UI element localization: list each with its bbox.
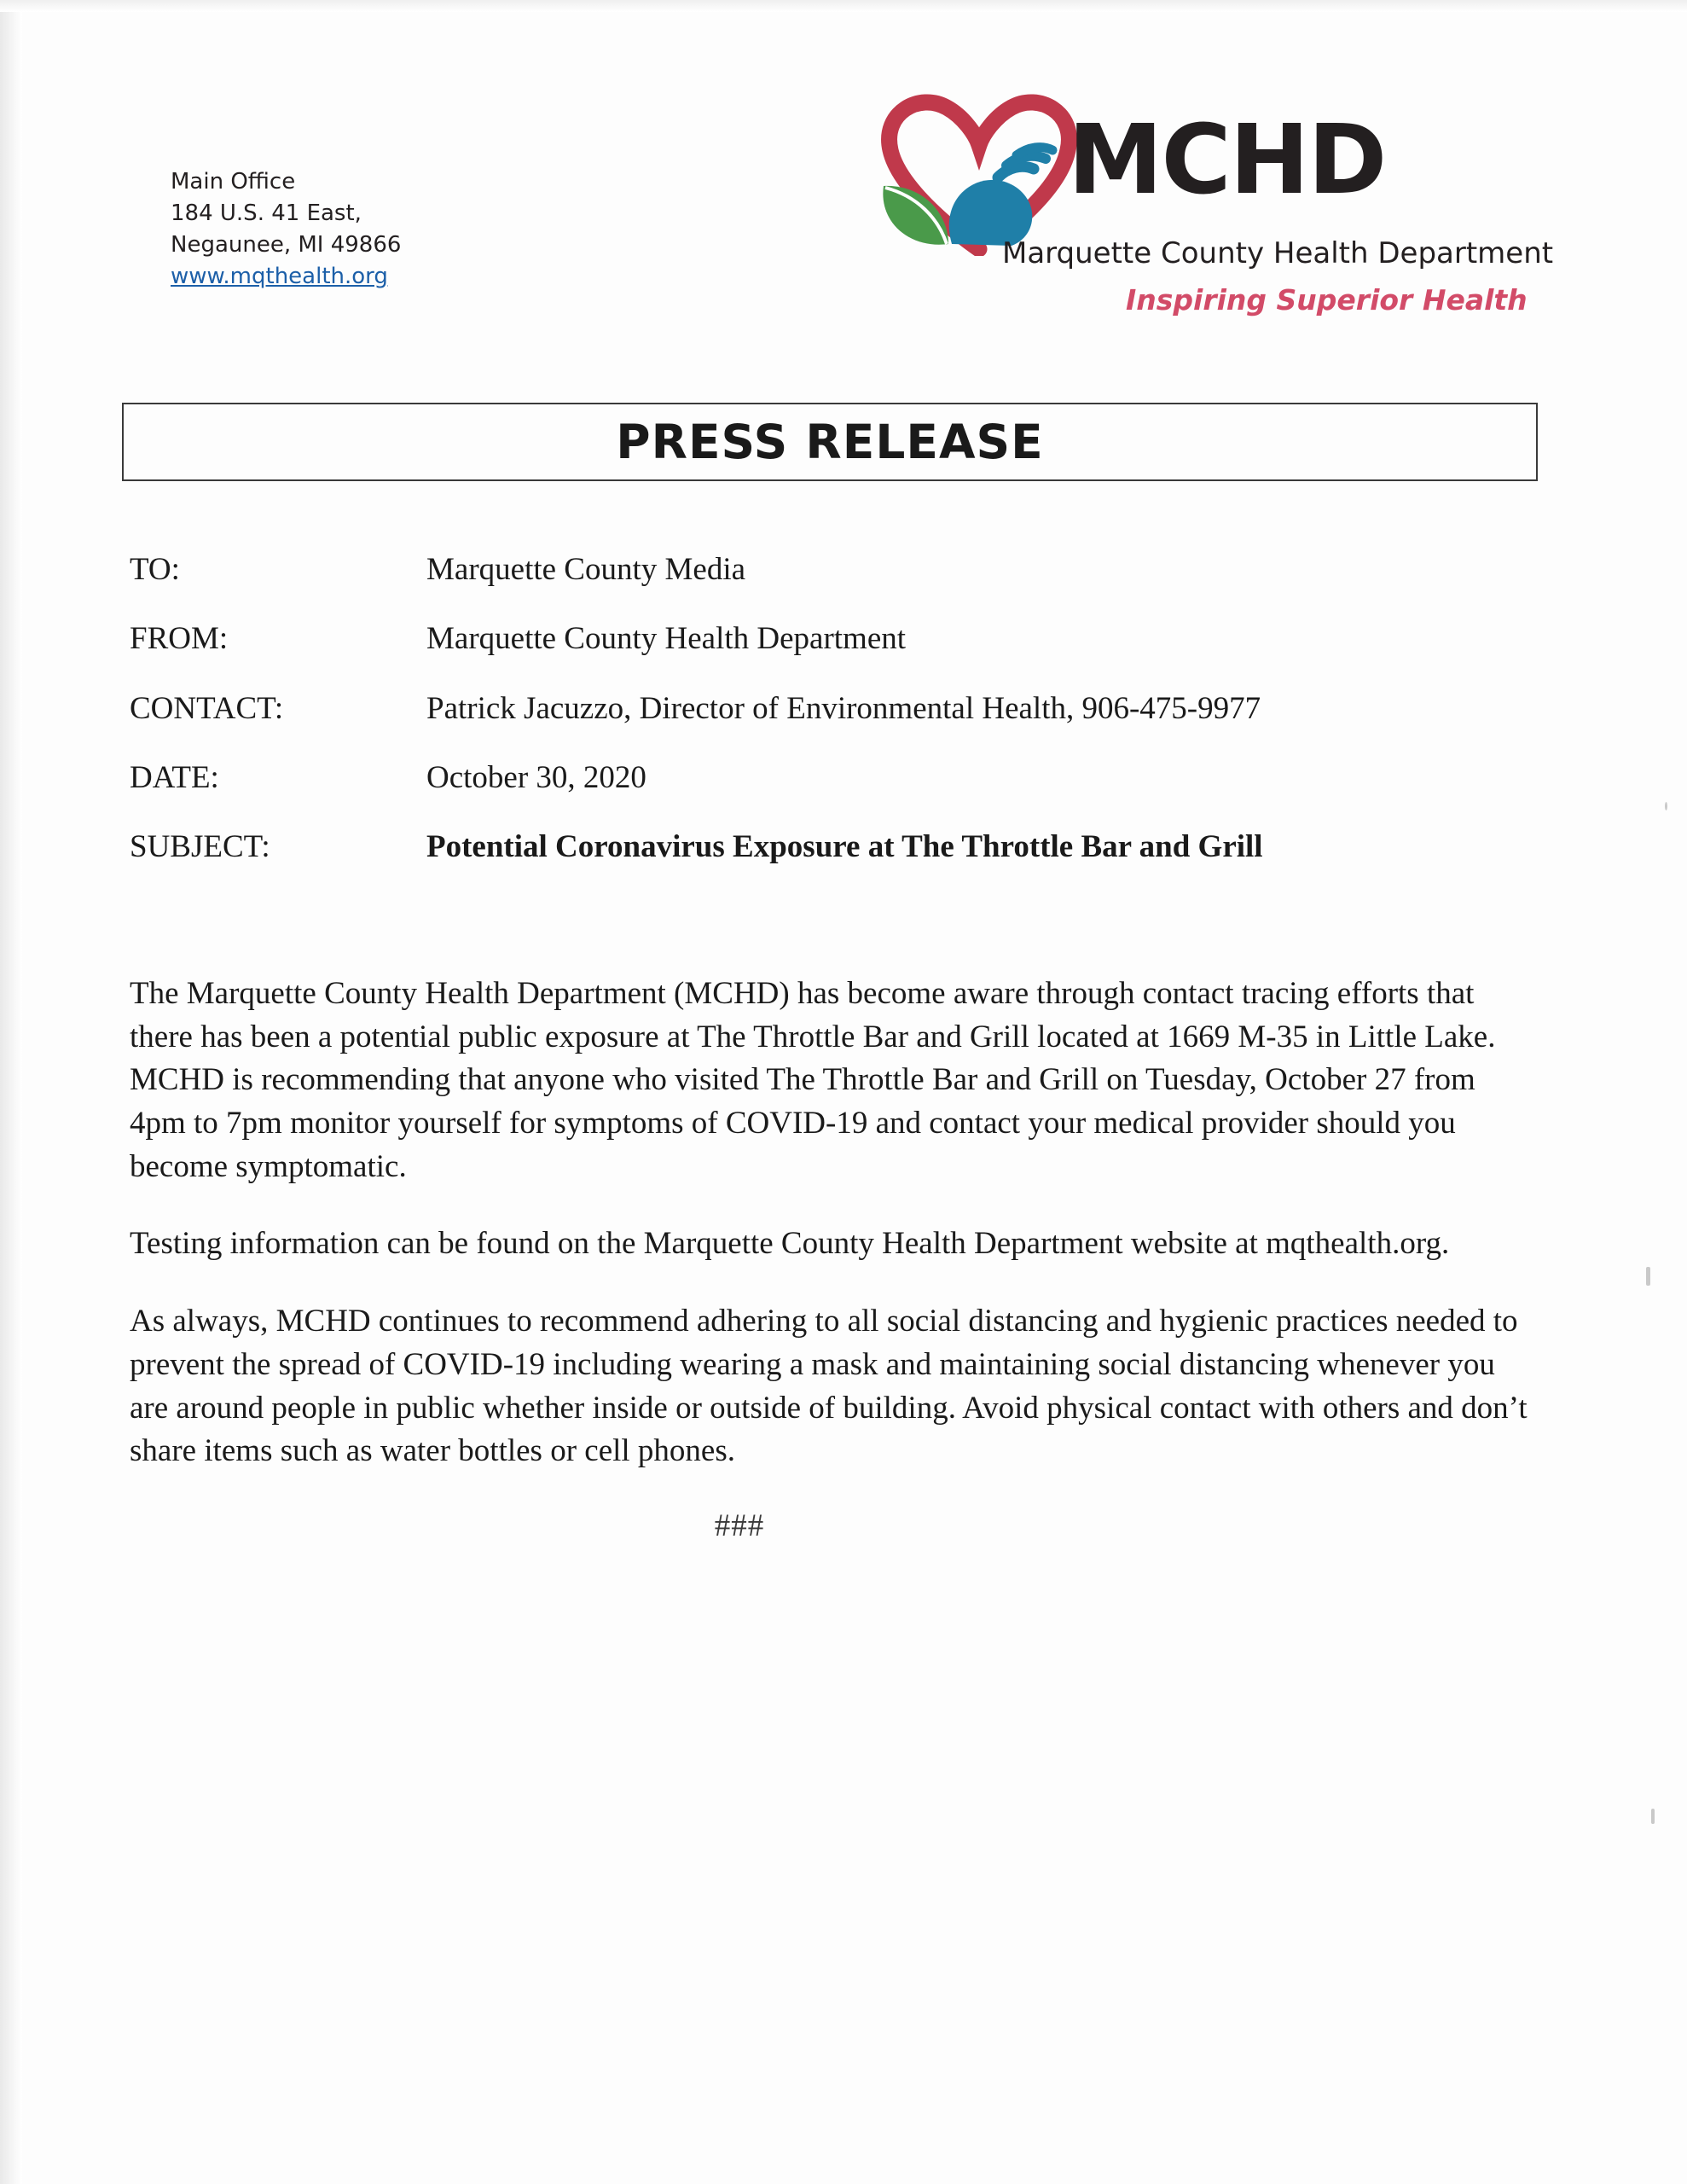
end-mark: ### — [714, 1507, 765, 1543]
body-paragraph-1: The Marquette County Health Department (MCHD) has become aware through contact tracing efforts that there has been a potential public exposure at The Throttle Bar and Grill located at 1669 M-35 in Little Lake. MCHD is recommending that anyone who visited The Throttle Bar and Grill on Tuesday, October 27 from 4pm to 7pm monitor yourself for symptoms of COVID-19 and contact your medical provider should you become symptomatic. — [130, 976, 1496, 1184]
memo-value-from: Marquette County Health Department — [426, 621, 907, 657]
scan-speck — [1651, 1809, 1655, 1824]
logo-tagline: Inspiring Superior Health — [1126, 283, 1528, 317]
memo-label-date: DATE: — [130, 759, 219, 795]
memo-label-subject: SUBJECT: — [130, 829, 270, 864]
memo-value-date: October 30, 2020 — [426, 759, 646, 795]
scan-speck — [1646, 1267, 1650, 1286]
letterhead-city-state-zip: Negaunee, MI 49866 — [171, 231, 402, 258]
letterhead-street: 184 U.S. 41 East, — [171, 200, 362, 226]
letterhead-office: Main Office — [171, 169, 296, 195]
memo-row-subject — [130, 828, 1580, 867]
scan-edge-left — [0, 0, 22, 2184]
organization-logo — [870, 94, 1554, 350]
memo-label-to: TO: — [130, 552, 180, 587]
memo-value-contact: Patrick Jacuzzo, Director of Environmental Health, 906-475-9977 — [426, 690, 1261, 726]
press-release-title-box — [122, 403, 1538, 481]
body-paragraph-3: As always, MCHD continues to recommend adhering to all social distancing and hygienic practices needed to prevent the spread of COVID-19 including wearing a mask and maintaining social distancing whenever you are around people in public whether inside or outside of building. Avoid physical contact with others and don’t share items such as water bottles or cell phones. — [130, 1304, 1528, 1469]
heart-hand-leaf-icon — [870, 94, 1083, 256]
scan-speck — [1665, 802, 1667, 810]
memo-row-date — [130, 758, 1580, 798]
scan-edge-top — [0, 0, 1687, 12]
memo-header-fields — [130, 550, 1580, 897]
letterhead-website-link[interactable]: www.mqthealth.org — [171, 263, 388, 289]
memo-row-from — [130, 619, 1580, 659]
memo-value-to: Marquette County Media — [426, 552, 746, 587]
body-paragraph-2: Testing information can be found on the Marquette County Health Department website at mqthealth.org. — [130, 1226, 1450, 1262]
memo-row-to — [130, 550, 1580, 590]
logo-organization-name: Marquette County Health Department — [1002, 236, 1554, 270]
memo-row-contact — [130, 689, 1580, 729]
letterhead-address — [171, 166, 682, 293]
page-title: PRESS RELEASE — [616, 415, 1044, 469]
press-release-body — [130, 973, 1528, 1544]
memo-label-from: FROM: — [130, 621, 229, 657]
memo-value-subject: Potential Coronavirus Exposure at The Throttle Bar and Grill — [426, 829, 1263, 864]
memo-label-contact: CONTACT: — [130, 690, 284, 726]
logo-wordmark: MCHD — [1068, 105, 1386, 216]
